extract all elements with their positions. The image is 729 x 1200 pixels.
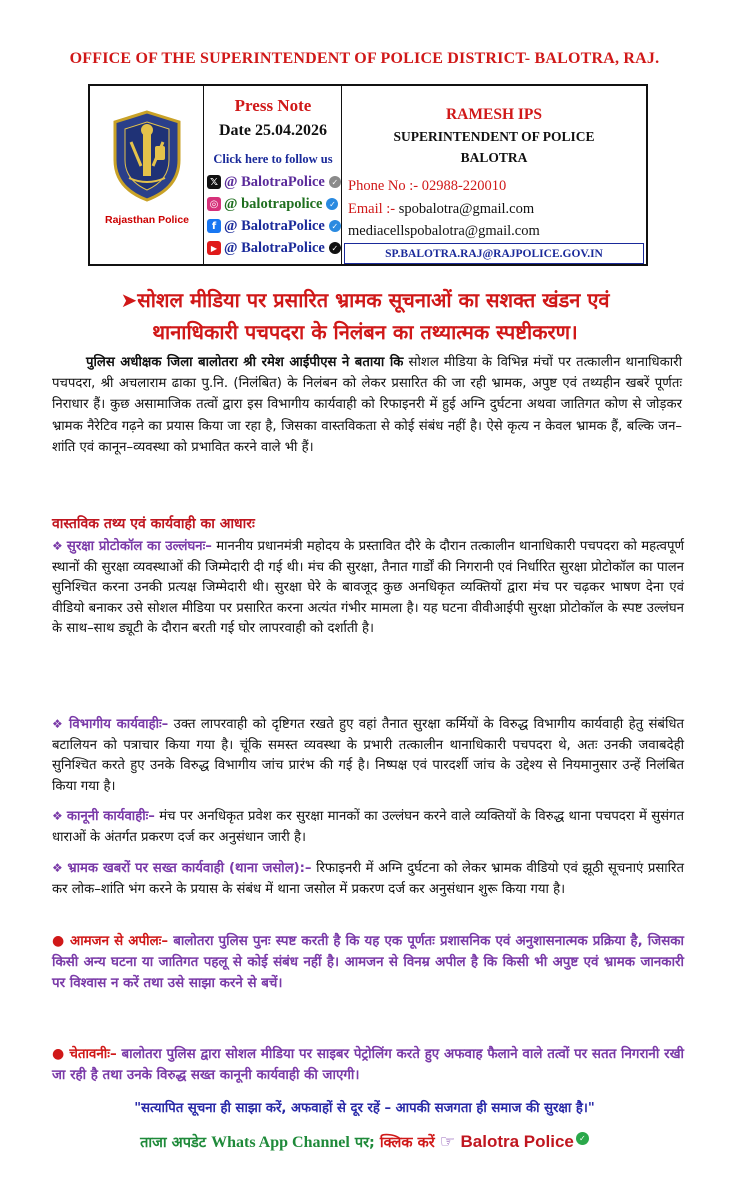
youtube-icon: ▶ xyxy=(207,241,221,255)
diamond-bullet-icon: ❖ xyxy=(52,539,67,553)
fact-text: मंच पर अनधिकृत प्रवेश कर सुरक्षा मानकों का उल्लंघन करने वाले व्यक्तियों के विरुद्ध थाना पचपदरा में सुसंगत धाराओं के अंतर्गत प्रकरण दर्ज कर अनुसंधान जारी है। xyxy=(52,809,685,845)
warning-item xyxy=(52,1044,684,1086)
fact-text: माननीय प्रधानमंत्री महोदय के प्रस्तावित दौरे के दौरान तत्कालीन थानाधिकारी पचपदरा को महत्वपूर्ण स्थानों की सुरक्षा व्यवस्थाओं की जिम्मेदारी दी गई थी। मंच की सुरक्षा, तैनात गार्डों की निगरानी एवं निर्धारित सुरक्षा प्रोटोकॉल का पालन सुनिश्चित करना उनकी प्रत्यक्ष जिम्मेदारी थी। सुरक्षा घेरे के बावजूद कुछ अनधिकृत व्यक्तियों द्वारा मंच पर चढ़कर भाषण देना एवं वीडियो बनाकर उसे सोशल मीडिया पर प्रसारित करना अत्यंत गंभीर मामला है। यह घटना वीवीआईपी सुरक्षा प्रोटोकॉल के स्पष्ट उल्लंघन के साथ–साथ ड्यूटी के दौरान बरती गई घोर लापरवाही को दर्शाती है। xyxy=(52,539,684,636)
sp-name: RAMESH IPS xyxy=(445,106,543,123)
fact-label: कानूनी कार्यवाहीः– xyxy=(66,809,155,824)
fact-item xyxy=(52,536,684,640)
facebook-icon: f xyxy=(207,219,221,233)
appeal-label: आमजन से अपीलः– xyxy=(69,934,169,949)
closing-quote: "सत्यापित सूचना ही साझा करें, अफवाहों से दूर रहें – आपकी सजगता ही समाज की सुरक्षा है।" xyxy=(134,1101,595,1116)
x-icon: 𝕏 xyxy=(207,175,221,189)
office-title: OFFICE OF THE SUPERINTENDENT OF POLICE DISTRICT- BALOTRA, RAJ. xyxy=(69,50,660,67)
intro-lead: पुलिस अधीक्षक जिला बालोतरा श्री रमेश आईपीएस ने बताया कि xyxy=(86,355,404,370)
social-youtube-link[interactable] xyxy=(207,238,347,258)
intro-paragraph xyxy=(52,352,682,458)
warning-text: बालोतरा पुलिस द्वारा सोशल मीडिया पर साइबर पेट्रोलिंग करते हुए अफवाह फैलाने वाले तत्वों पर सतत निगरानी रखी जा रही है तथा उनके विरुद्ध सख्त कानूनी कार्यवाही की जाएगी। xyxy=(52,1047,684,1083)
email-label: Email :- xyxy=(348,201,399,217)
verified-icon: ✓ xyxy=(329,242,341,254)
warning-label: चेतावनीः– xyxy=(69,1047,117,1062)
press-note-column xyxy=(204,86,342,264)
fact-item xyxy=(52,806,684,848)
logo-label: Rajasthan Police xyxy=(104,214,190,226)
red-dot-bullet-icon: ● xyxy=(52,933,70,949)
social-facebook-link[interactable] xyxy=(207,216,347,236)
section-title: वास्तविक तथ्य एवं कार्यवाही का आधारः xyxy=(52,516,255,532)
sp-contact-column xyxy=(342,86,646,264)
sp-designation: SUPERINTENDENT OF POLICE xyxy=(393,129,595,144)
intro-body: सोशल मीडिया के विभिन्न मंचों पर तत्कालीन थानाधिकारी पचपदरा, श्री अचलाराम ढाका पु.नि. (निलंबित) के निलंबन को लेकर प्रसारित की जा रही भ्रामक, अपुष्ट एवं तथ्यहीन खबरें पूर्णतः निराधार हैं। कुछ असामाजिक तत्वों द्वारा इस विभागीय कार्यवाही को रिफाइनरी में हुई अग्नि दुर्घटना अथवा जातिगत कोण से जोड़कर भ्रामक नैरेटिव गढ़ने का प्रयास किया जा रहा है, जिसका वास्तविकता से कोई संबंध नहीं है। ऐसे कृत्य न केवल भ्रामक हैं, बल्कि जन–शांति एवं कानून–व्यवस्था को प्रभावित करने वाले भी हैं। xyxy=(52,355,682,455)
fact-label: विभागीय कार्यवाहीः– xyxy=(68,717,169,732)
footer-text: ताजा अपडेट xyxy=(140,1135,212,1151)
fact-item xyxy=(52,714,684,797)
appeal-item xyxy=(52,931,684,994)
logo-column xyxy=(90,86,204,264)
verified-icon: ✓ xyxy=(329,176,341,188)
letterhead-box xyxy=(88,84,648,266)
email-link[interactable]: spobalotra@gmail.com xyxy=(398,201,535,217)
instagram-icon: ◎ xyxy=(207,197,221,211)
gov-email-link[interactable]: SP.BALOTRA.RAJ@RAJPOLICE.GOV.IN xyxy=(344,243,644,264)
verified-icon: ✓ xyxy=(326,198,338,210)
rajasthan-police-emblem-icon xyxy=(107,108,187,204)
diamond-bullet-icon: ❖ xyxy=(52,809,67,823)
verified-icon: ✓ xyxy=(576,1132,589,1145)
whatsapp-channel-footer xyxy=(0,1132,729,1152)
footer-text: पर; xyxy=(349,1135,380,1151)
press-note-title: Press Note xyxy=(234,96,312,115)
headline-line-1: ➤सोशल मीडिया पर प्रसारित भ्रामक सूचनाओं का सशक्त खंडन एवं xyxy=(120,288,610,312)
social-instagram-link[interactable] xyxy=(207,194,347,214)
footer-channel-text: Whats App Channel xyxy=(211,1134,350,1151)
social-handle: @ balotrapolice xyxy=(224,195,323,212)
media-cell-email-link[interactable]: mediacellspobalotra@gmail.com xyxy=(348,223,540,239)
press-note-date: Date 25.04.2026 xyxy=(219,122,327,139)
fact-text: रिफाइनरी में अग्नि दुर्घटना को लेकर भ्रामक वीडियो एवं झूठी सूचनाएं प्रसारित कर लोक–शांति भंग करने के प्रयास के संबंध में थाना जसोल में प्रकरण दर्ज कर अनुसंधान शुरू किया गया है। xyxy=(52,861,684,897)
sp-place: BALOTRA xyxy=(460,150,528,165)
social-x-link[interactable] xyxy=(207,172,347,192)
fact-label: भ्रामक खबरों पर सख्त कार्यवाही (थाना जसोल):– xyxy=(67,861,312,876)
follow-label[interactable]: Click here to follow us xyxy=(213,152,333,166)
fact-text: उक्त लापरवाही को दृष्टिगत रखते हुए वहां तैनात सुरक्षा कर्मियों के विरुद्ध विभागीय कार्यवाही हेतु संबंधित बटालियन को पत्राचार किया गया है। चूंकि समस्त व्यवस्था के प्रभारी तत्कालीन थानाधिकारी पचपदरा थे, अतः उनकी जवाबदेही सुनिश्चित करते हुए उनके विरुद्ध विभागीय जांच प्रारंभ की गई है। निष्पक्ष एवं पारदर्शी जांच के उद्देश्य से नियमानुसार उन्हें निलंबित किया गया है। xyxy=(52,717,684,794)
appeal-text: बालोतरा पुलिस पुनः स्पष्ट करती है कि यह एक पूर्णतः प्रशासनिक एवं अनुशासनात्मक प्रक्रिया है, जिसका किसी अन्य घटना या जातिगत पहलू से कोई संबंध नहीं है। आमजन से विनम्र अपील है कि किसी भी अपुष्ट एवं भ्रामक जानकारी पर विश्वास न करें तथा उसे साझा करने से बचें। xyxy=(52,934,685,991)
headline-line-2: थानाधिकारी पचपदरा के निलंबन का तथ्यात्मक स्पष्टीकरण। xyxy=(152,320,578,344)
red-dot-bullet-icon: ● xyxy=(52,1046,70,1062)
whatsapp-channel-link[interactable]: Balotra Police xyxy=(460,1132,574,1151)
pointing-hand-icon: ☞ xyxy=(439,1132,455,1152)
diamond-bullet-icon: ❖ xyxy=(52,717,69,731)
social-handle: @ BalotraPolice xyxy=(224,173,325,190)
fact-item xyxy=(52,858,684,900)
social-handle: @ BalotraPolice xyxy=(224,239,325,256)
diamond-bullet-icon: ❖ xyxy=(52,861,68,875)
fact-label: सुरक्षा प्रोटोकॉल का उल्लंघनः– xyxy=(66,539,212,554)
phone-number[interactable]: Phone No :- 02988-220010 xyxy=(348,178,507,194)
social-handle: @ BalotraPolice xyxy=(224,217,325,234)
verified-icon: ✓ xyxy=(329,220,341,232)
footer-click-text: क्लिक करें xyxy=(379,1135,440,1151)
email-line xyxy=(348,201,534,218)
